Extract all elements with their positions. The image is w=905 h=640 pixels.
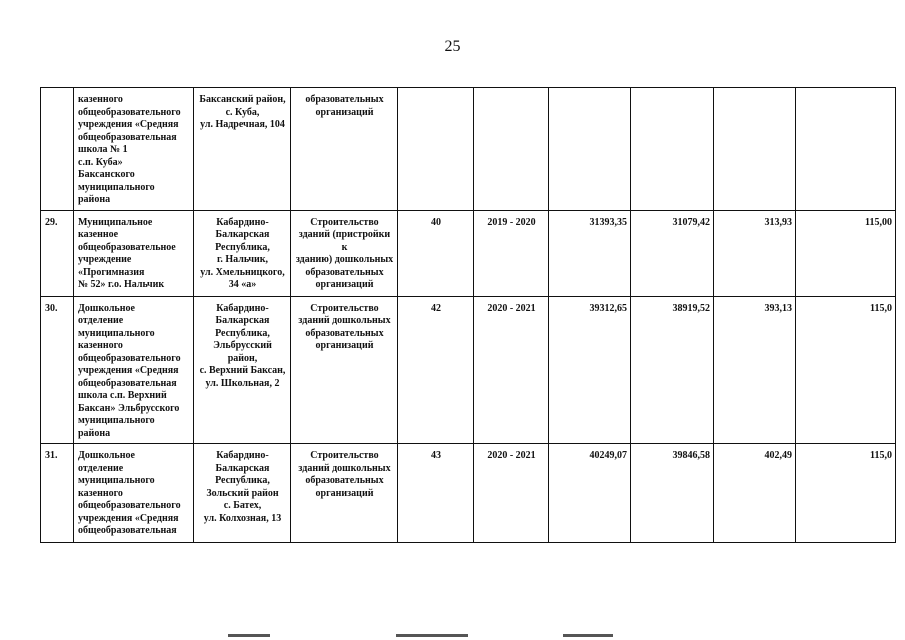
unit-cost-value: 115,0 [870, 302, 892, 314]
address-line: Балкарская [215, 229, 270, 240]
total-cost-value: 40249,07 [589, 450, 627, 461]
institution-name-line: общеобразовательная [78, 377, 177, 389]
address-line: 34 «а» [228, 279, 257, 290]
address-line: Балкарская [215, 315, 270, 326]
institution-name-line: района [78, 194, 111, 205]
construction-type-line: Строительство [310, 216, 379, 228]
federal-funds-value: 38919,52 [672, 302, 710, 314]
federal-funds-cell [631, 88, 714, 211]
address-line: Баксанский район, [199, 94, 286, 105]
institution-name-line: муниципального [78, 181, 155, 193]
construction-type-line: зданий дошкольных [298, 462, 391, 474]
institution-name-line: учреждения «Средняя [78, 119, 179, 130]
address-line: Республика, [215, 475, 270, 486]
row-number-cell [41, 88, 74, 211]
capacity-value: 42 [431, 302, 441, 314]
construction-type-cell [291, 296, 398, 444]
capacity-value: 43 [431, 450, 441, 461]
address-line: Эльбрусский район, [213, 340, 272, 364]
institution-name-line: Баксанского [78, 169, 135, 180]
scan-artifact [228, 634, 270, 637]
institution-name-line: общеобразовательное [78, 241, 176, 253]
institution-name-line: отделение [78, 462, 124, 474]
period-cell [474, 210, 549, 296]
federal-funds-value: 31079,42 [672, 216, 710, 228]
table-body [41, 88, 896, 543]
address-cell [194, 88, 291, 211]
institution-name-line: учреждения «Средняя [78, 512, 179, 524]
construction-type-cell [291, 444, 398, 543]
unit-cost-cell [796, 210, 896, 296]
federal-funds-cell [631, 444, 714, 543]
unit-cost-value: 115,0 [870, 450, 892, 461]
period-value: 2020 - 2021 [487, 302, 536, 314]
institution-name-line: школа с.п. Верхний [78, 390, 167, 401]
capacity-cell [398, 444, 474, 543]
institution-name-line: Муниципальное [78, 216, 153, 228]
capacity-cell [398, 296, 474, 444]
construction-type-line: образовательных [305, 327, 384, 339]
address-cell [194, 210, 291, 296]
period-value: 2020 - 2021 [487, 450, 536, 461]
institution-name-line: казенного [78, 340, 123, 351]
row-number-cell [41, 210, 74, 296]
regional-funds-cell [714, 210, 796, 296]
institution-name-line: муниципального [78, 475, 155, 486]
institution-name-line: учреждения «Средняя [78, 365, 179, 376]
construction-type-line: организаций [315, 106, 374, 118]
address-line: ул. Хмельницкого, [200, 266, 285, 278]
capacity-cell [398, 88, 474, 211]
institution-name-line: общеобразовательного [78, 106, 181, 118]
construction-type-line: организаций [315, 279, 374, 290]
federal-funds-cell [631, 296, 714, 444]
construction-type-line: организаций [315, 340, 374, 351]
address-cell [194, 444, 291, 543]
address-line: с. Куба, [225, 106, 260, 118]
institution-name-line: общеобразовательная [78, 131, 177, 143]
institution-name-line: казенного [78, 487, 123, 499]
scan-artifact [563, 634, 613, 637]
construction-type-line: зданий дошкольных [298, 315, 391, 326]
regional-funds-cell [714, 88, 796, 211]
total-cost-value: 31393,35 [589, 216, 627, 228]
construction-type-line: зданий (пристройки к [298, 229, 391, 253]
total-cost-cell [549, 444, 631, 543]
institution-name-line: отделение [78, 315, 124, 326]
construction-type-line: Строительство [310, 450, 379, 461]
institution-name-line: учреждение [78, 254, 132, 265]
address-line: ул. Колхозная, 13 [203, 512, 282, 524]
period-cell [474, 296, 549, 444]
institution-name-line: школа № 1 [78, 144, 128, 155]
institution-name-line: муниципального [78, 327, 155, 339]
construction-type-cell [291, 210, 398, 296]
row-number-value: 31. [45, 450, 58, 461]
unit-cost-cell [796, 444, 896, 543]
institution-name-line: «Прогимназия [78, 266, 145, 278]
total-cost-cell [549, 210, 631, 296]
total-cost-cell [549, 88, 631, 211]
table-row [41, 296, 896, 444]
unit-cost-value: 115,00 [865, 216, 892, 228]
page-number: 25 [444, 38, 461, 55]
construction-type-cell [291, 88, 398, 211]
regional-funds-value: 402,49 [764, 450, 792, 461]
scan-artifact [396, 634, 468, 637]
institution-name-line: с.п. Куба» [78, 156, 123, 168]
construction-type-line: образовательных [305, 94, 384, 105]
address-line: г. Нальчик, [216, 254, 269, 265]
construction-type-line: Строительство [310, 302, 379, 314]
institution-name-line: района [78, 427, 111, 439]
institution-name-line: № 52» г.о. Нальчик [78, 279, 165, 290]
address-line: Республика, [215, 241, 270, 253]
institution-name-line: Дошкольное [78, 302, 135, 314]
address-line: Зольский район [206, 487, 279, 499]
address-line: с. Батех, [223, 500, 262, 511]
federal-funds-cell [631, 210, 714, 296]
table-row [41, 444, 896, 543]
period-cell [474, 444, 549, 543]
address-line: ул. Школьная, 2 [205, 377, 280, 389]
address-line: Кабардино- [216, 216, 269, 228]
regional-funds-value: 313,93 [764, 216, 792, 228]
institution-name-line: муниципального [78, 415, 155, 426]
institution-name-line: Баксан» Эльбрусского [78, 402, 180, 414]
unit-cost-cell [796, 296, 896, 444]
unit-cost-cell [796, 88, 896, 211]
regional-funds-value: 393,13 [764, 302, 792, 314]
objects-table [40, 87, 896, 543]
institution-name-cell [74, 296, 194, 444]
institution-name-line: общеобразовательного [78, 500, 181, 511]
construction-type-line: образовательных [305, 475, 384, 486]
row-number-value: 30. [45, 302, 58, 314]
address-line: Республика, [215, 327, 270, 339]
capacity-value: 40 [431, 216, 441, 228]
institution-name-line: казенного [78, 94, 123, 105]
institution-name-cell [74, 210, 194, 296]
row-number-cell [41, 296, 74, 444]
row-number-cell [41, 444, 74, 543]
address-line: Балкарская [215, 462, 270, 474]
institution-name-line: общеобразовательная [78, 525, 177, 536]
institution-name-cell [74, 444, 194, 543]
regional-funds-cell [714, 296, 796, 444]
institution-name-cell [74, 88, 194, 211]
address-line: с. Верхний Баксан, [199, 365, 286, 376]
institution-name-line: Дошкольное [78, 450, 135, 461]
address-line: Кабардино- [216, 302, 269, 314]
construction-type-line: организаций [315, 487, 374, 499]
construction-type-line: образовательных [305, 266, 384, 278]
institution-name-line: казенное [78, 229, 119, 240]
address-cell [194, 296, 291, 444]
table-row [41, 210, 896, 296]
institution-name-line: общеобразовательного [78, 352, 181, 364]
period-cell [474, 88, 549, 211]
regional-funds-cell [714, 444, 796, 543]
table-row [41, 88, 896, 211]
total-cost-cell [549, 296, 631, 444]
period-value: 2019 - 2020 [487, 216, 536, 228]
row-number-value: 29. [45, 216, 58, 228]
total-cost-value: 39312,65 [589, 302, 627, 314]
construction-type-line: зданию) дошкольных [295, 254, 394, 265]
federal-funds-value: 39846,58 [672, 450, 710, 461]
address-line: ул. Надречная, 104 [200, 119, 285, 130]
address-line: Кабардино- [216, 450, 269, 461]
capacity-cell [398, 210, 474, 296]
